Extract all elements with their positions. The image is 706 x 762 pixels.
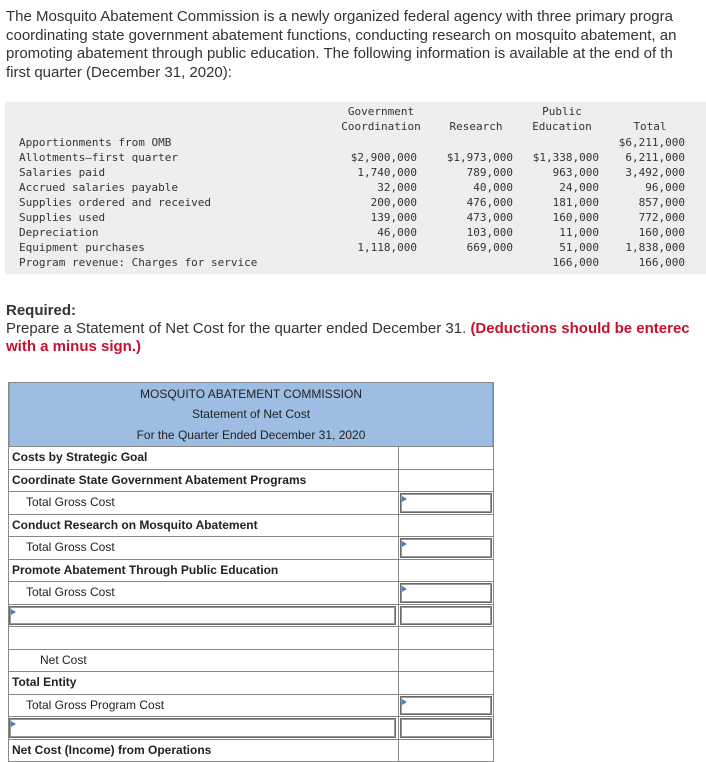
statement-row (9, 739, 493, 762)
amount-cell (398, 695, 493, 717)
cell-public: 24,000 (559, 181, 599, 194)
cell-research (423, 135, 513, 150)
header-public-line2: Education (532, 120, 592, 133)
cell-gov: 1,740,000 (357, 166, 417, 179)
cell-research: $1,973,000 (446, 151, 513, 164)
row-label: Salaries paid (19, 166, 106, 179)
statement-row (9, 671, 493, 694)
statement-subtitle: Statement of Net Cost (191, 407, 311, 421)
row-label: Supplies ordered and received (19, 196, 212, 209)
cell-public: 963,000 (552, 166, 599, 179)
header-research: Research (449, 120, 503, 133)
cell-research: 40,000 (473, 181, 513, 194)
header-total: Total (633, 120, 667, 133)
cell-public: 11,000 (559, 226, 599, 239)
header-gov-line1: Government (347, 105, 415, 118)
problem-intro (6, 8, 706, 82)
row-label: Depreciation (19, 226, 99, 239)
line-item-label-cell (9, 605, 398, 627)
statement-row (9, 491, 493, 514)
amount-cell (398, 605, 493, 627)
cell-public: 51,000 (559, 241, 599, 254)
cell-public: 181,000 (552, 196, 599, 209)
statement-row (9, 536, 493, 559)
row-label: Accrued salaries payable (19, 181, 178, 194)
dropdown-marker-icon (11, 721, 16, 727)
row-labels (19, 135, 257, 270)
cell-gov (327, 135, 417, 150)
column-public-education (507, 135, 599, 270)
cell-public (507, 135, 599, 150)
cell-gov: 1,118,000 (357, 241, 417, 254)
promote-abatement-label: Promote Abatement Through Public Education (12, 562, 279, 577)
header-public-education (525, 104, 599, 134)
cell-gov: 32,000 (377, 181, 417, 194)
amount-cell (398, 672, 493, 694)
cell-research: 473,000 (466, 211, 513, 224)
statement-row (9, 716, 493, 739)
statement-row (9, 446, 493, 469)
statement-row (9, 626, 493, 649)
blank-row (9, 627, 398, 649)
row-label: Equipment purchases (19, 241, 145, 254)
entity-line-item-amount-input[interactable] (400, 718, 492, 738)
column-government (327, 135, 417, 270)
column-research (423, 135, 513, 270)
entity-line-item-label-input[interactable] (9, 718, 396, 738)
amount-cell (398, 560, 493, 582)
total-gross-program-cost-label: Total Gross Program Cost (26, 697, 165, 712)
line-item-label-cell (9, 717, 398, 739)
statement-row (9, 469, 493, 492)
statement-row (9, 649, 493, 672)
net-cost-operations-label: Net Cost (Income) from Operations (12, 742, 212, 757)
cell-total: 166,000 (638, 256, 685, 269)
cell-total: $6,211,000 (618, 136, 685, 149)
statement-row (9, 559, 493, 582)
total-gross-cost-input-education[interactable] (400, 583, 492, 603)
cell-gov: $2,900,000 (350, 151, 417, 164)
dropdown-marker-icon (402, 586, 407, 592)
intro-line-2: coordinating state government abatement functions, conducting research on mosquito abatement, an (6, 26, 677, 44)
cell-research: 476,000 (466, 196, 513, 209)
program-data-table (5, 102, 706, 274)
dropdown-marker-icon (402, 699, 407, 705)
amount-cell (398, 717, 493, 739)
line-item-amount-input[interactable] (400, 606, 492, 626)
dropdown-marker-icon (402, 541, 407, 547)
cell-research (423, 255, 513, 270)
amount-cell (398, 537, 493, 559)
total-gross-cost-input-research[interactable] (400, 538, 492, 558)
header-public-line1: Public (542, 105, 582, 118)
intro-line-3: promoting abatement through public education. The following information is available at the end of th (6, 45, 673, 62)
cell-research: 669,000 (466, 241, 513, 254)
statement-row (9, 604, 493, 627)
dropdown-marker-icon (11, 609, 16, 615)
costs-by-goal-label: Costs by Strategic Goal (12, 450, 148, 464)
cell-public: 160,000 (552, 211, 599, 224)
cell-total: 160,000 (638, 226, 685, 239)
required-title: Required: (6, 302, 77, 319)
required-note-1: (Deductions should be enterec (470, 320, 690, 337)
coord-programs-label: Coordinate State Government Abatement Programs (12, 472, 307, 487)
statement-entity-title: MOSQUITO ABATEMENT COMMISSION (139, 387, 363, 401)
column-total (595, 135, 685, 270)
total-gross-program-cost-input[interactable] (400, 696, 492, 716)
cell-total: 772,000 (638, 211, 685, 224)
cell-research: 789,000 (466, 166, 513, 179)
total-gross-cost-label: Total Gross Cost (26, 540, 115, 554)
statement-header (9, 383, 493, 446)
header-government (335, 104, 427, 134)
cell-total: 6,211,000 (625, 151, 685, 164)
statement-row (9, 694, 493, 717)
amount-cell (398, 492, 493, 514)
total-gross-cost-label: Total Gross Cost (26, 585, 115, 599)
net-cost-label: Net Cost (40, 652, 87, 667)
intro-line-4: first quarter (December 31, 2020): (6, 63, 232, 81)
cell-gov: 139,000 (370, 211, 417, 224)
total-gross-cost-input-coord[interactable] (400, 493, 492, 513)
cell-gov: 200,000 (370, 196, 417, 209)
statement-period: For the Quarter Ended December 31, 2020 (136, 428, 366, 442)
total-gross-cost-label: Total Gross Cost (26, 495, 115, 509)
amount-cell (398, 582, 493, 604)
cell-total: 1,838,000 (625, 241, 685, 254)
row-label: Allotments—first quarter (19, 151, 178, 164)
row-label: Apportionments from OMB (19, 136, 172, 149)
conduct-research-label: Conduct Research on Mosquito Abatement (12, 517, 258, 532)
total-entity-label: Total Entity (12, 675, 77, 689)
required-note-2: with a minus sign.) (6, 338, 142, 355)
amount-cell (398, 447, 493, 469)
statement-row (9, 581, 493, 604)
cell-gov: 46,000 (377, 226, 417, 239)
dropdown-marker-icon (402, 496, 407, 502)
amount-cell (398, 470, 493, 492)
amount-cell (398, 515, 493, 537)
amount-cell (398, 627, 493, 649)
row-label: Supplies used (19, 211, 106, 224)
required-line-1 (6, 320, 706, 338)
row-label: Program revenue: Charges for service (19, 256, 258, 269)
amount-cell (398, 740, 493, 762)
cell-gov (327, 255, 417, 270)
statement-row (9, 514, 493, 537)
amount-cell (398, 650, 493, 672)
cell-public: $1,338,000 (532, 151, 599, 164)
intro-line-1: The Mosquito Abatement Commission is a newly organized federal agency with three primary progra (6, 8, 673, 25)
cell-total: 3,492,000 (625, 166, 685, 179)
required-instructions (6, 302, 706, 356)
cell-research: 103,000 (466, 226, 513, 239)
cell-total: 96,000 (645, 181, 685, 194)
cell-total: 857,000 (638, 196, 685, 209)
header-gov-line2: Coordination (341, 120, 421, 133)
statement-of-net-cost (8, 382, 494, 762)
line-item-label-input[interactable] (9, 606, 396, 626)
required-text: Prepare a Statement of Net Cost for the quarter ended December 31. (6, 320, 467, 337)
cell-public: 166,000 (552, 256, 599, 269)
